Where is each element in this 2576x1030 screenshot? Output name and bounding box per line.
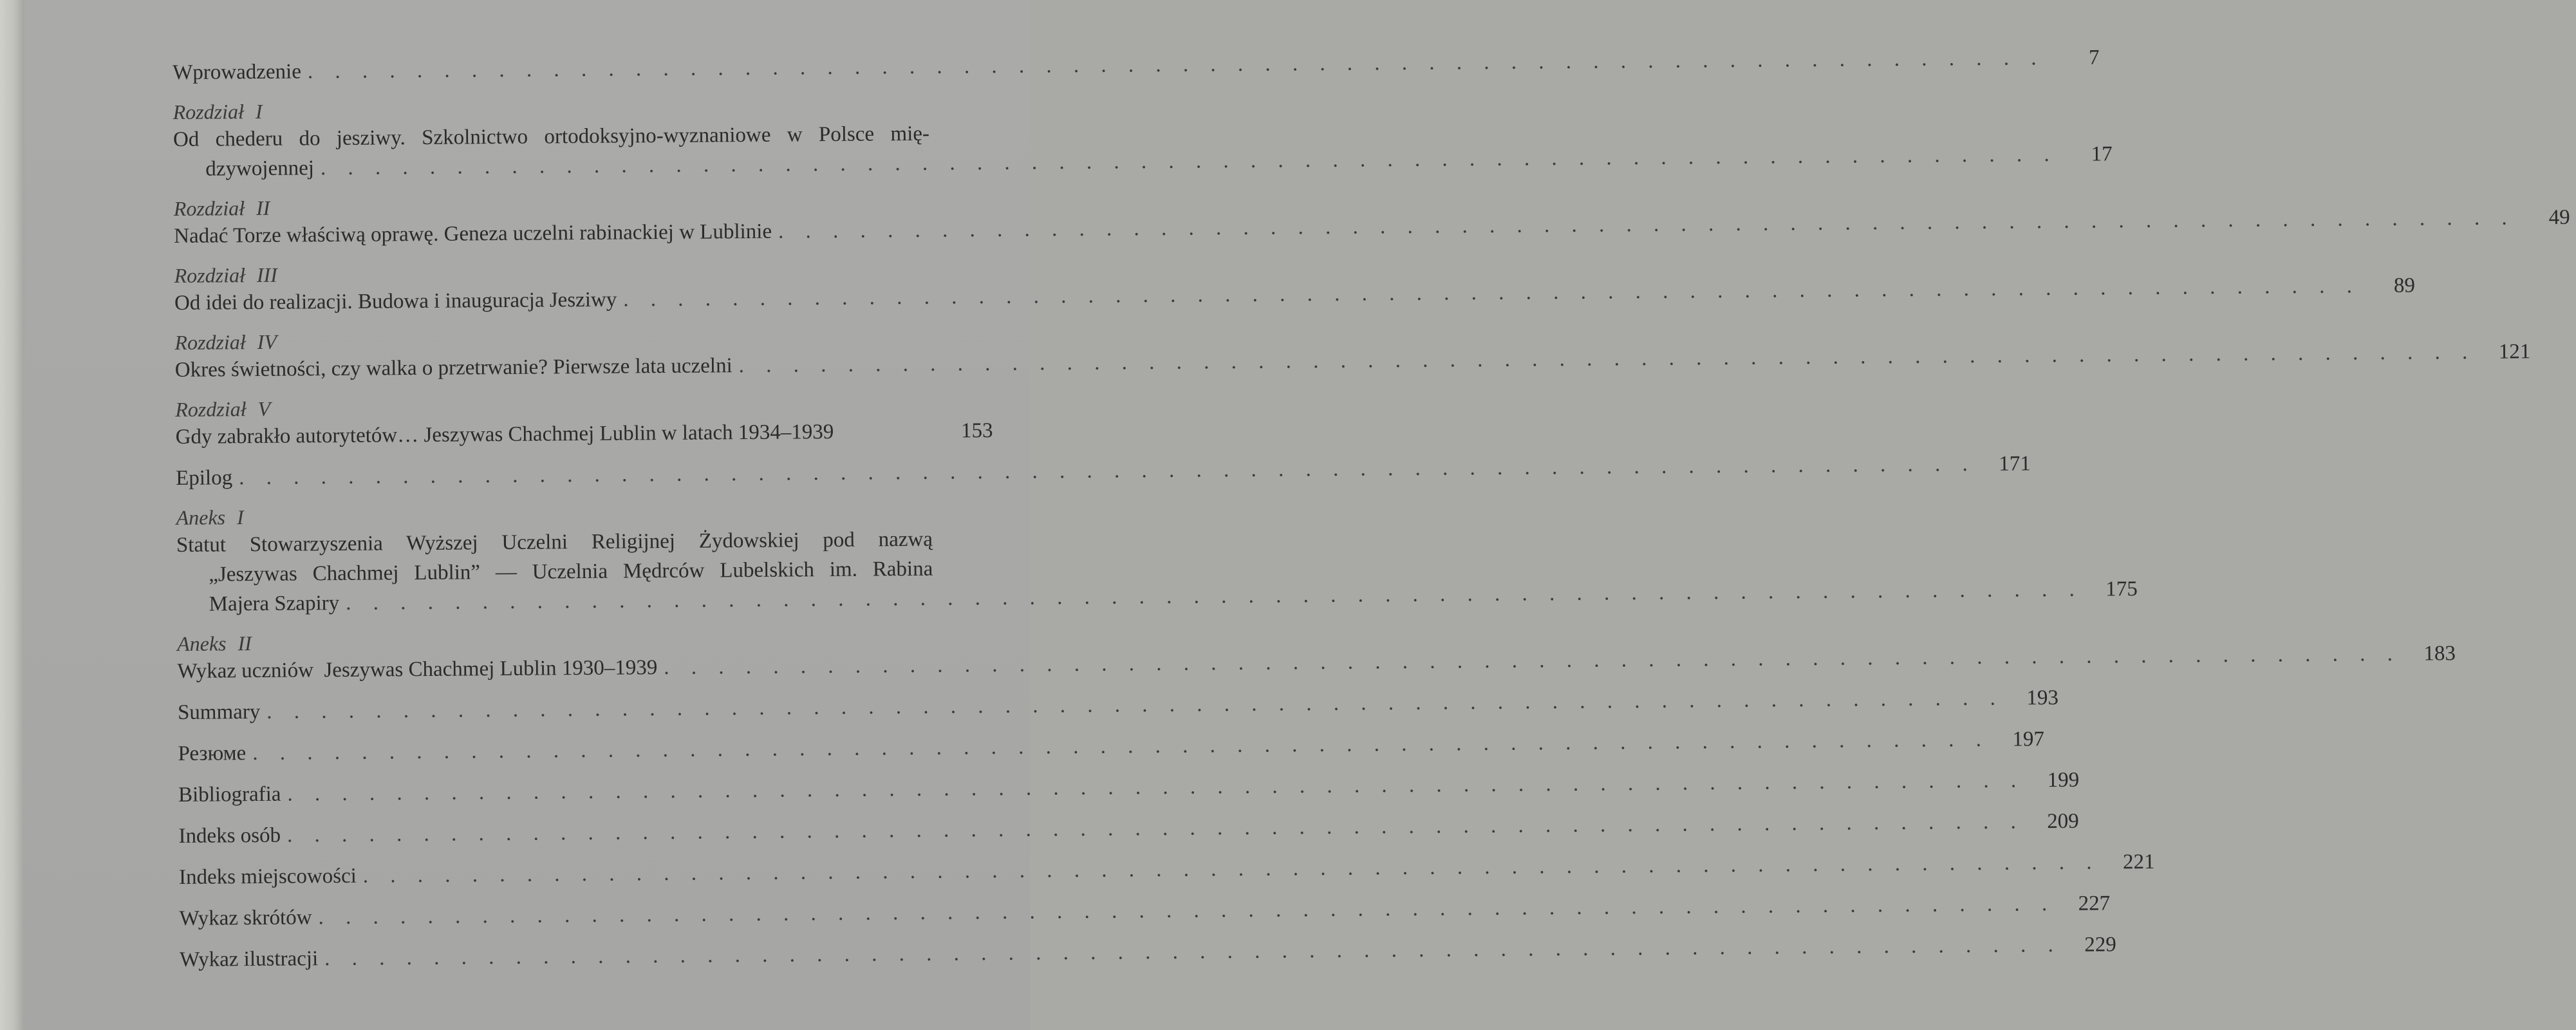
toc-entry-epilog: [175, 452, 2031, 493]
toc-line: [178, 850, 2155, 892]
toc-page-number: 197: [2012, 727, 2045, 751]
toc-title: Indeks miejscowości: [178, 864, 357, 889]
dot-leader: . . . . . . . . . . . . . . . . . . . . . . . . . . . . . . . . . . . . . . . . . . . . . . . . . . . . . . . . . . . . . . . .: [346, 577, 2083, 615]
dot-leader: . . . . . . . . . . . . . . . . . . . . . . . . . . . . . . . . . . . . . . . . . . . . . . . . . . . . . . . . . . . . . . . .: [778, 206, 2515, 243]
chapter-label: Rozdział I: [173, 99, 263, 124]
toc-entry-indeks-miejscowosci: [178, 850, 2155, 892]
toc-title: Резюме: [178, 742, 247, 765]
toc-title: Od chederu do jesziwy. Szkolnictwo ortodoksyjno-wyznaniowe w Polsce mię-: [173, 122, 930, 151]
table-of-contents: [173, 46, 2570, 998]
toc-title: Bibliografia: [178, 782, 281, 807]
toc-line: [178, 809, 2079, 851]
toc-line: [176, 577, 2138, 619]
toc-page-number: 183: [2423, 642, 2456, 666]
dot-leader: . . . . . . . . . . . . . . . . . . . . . . . . . . . . . . . . . . . . . . . . . . . . . . . . . . . . . . . . . . . . . . . .: [287, 769, 2025, 806]
toc-entry-chapter-2: [173, 189, 2570, 251]
toc-title-continued: Majera Szapiry: [209, 591, 340, 616]
toc-line: [175, 452, 2031, 493]
toc-line: [179, 933, 2116, 975]
dot-leader: . . . . . . . . . . . . . . . . . . . . . . . . . . . . . . . . . . . . . . . . . . . . . . . . . . . . . . . . . . . . . . . .: [266, 686, 2004, 724]
annex-label: Aneks I: [176, 505, 244, 529]
toc-title: Wykaz skrótów: [179, 906, 312, 930]
toc-title-continued: dzywojennej: [205, 156, 315, 181]
toc-page-number: 89: [2393, 274, 2416, 297]
toc-line: [173, 142, 2113, 184]
toc-title: Indeks osób: [178, 823, 281, 848]
toc-page-number: 193: [2026, 686, 2059, 710]
toc-title: Epilog: [175, 466, 233, 490]
toc-page-number: 199: [2047, 768, 2080, 792]
dot-leader: . . . . . . . . . . . . . . . . . . . . . . . . . . . . . . . . . . . . . . . . . . . . . . . . . . . . . . . . . . . . . . . .: [362, 850, 2100, 888]
toc-entry-wykaz-skrotow: [179, 892, 2111, 933]
toc-title: Wykaz ilustracji: [179, 947, 319, 971]
dot-leader: . . . . . . . . . . . . . . . . . . . . . . . . . . . . . . . . . . . . . . . . . . . . . . . . . . . . . . . . . . . . . . . .: [623, 274, 2361, 312]
toc-line: [179, 892, 2111, 933]
dot-leader: . . . . . . . . . . . . . . . . . . . . . . . . . . . . . . . . . . . . . . . . . . . . . . . . . . . . . . . . . . . . . . . .: [307, 46, 2045, 84]
toc-entry-chapter-1: [173, 93, 2113, 184]
toc-title: Nadać Torze właściwą oprawę. Geneza uczelni rabinackiej w Lublinie: [174, 220, 772, 248]
toc-page-number: 209: [2047, 809, 2079, 834]
dot-leader: . . . . . . . . . . . . . . . . . . . . . . . . . . . . . . . . . . . . . . . . . . . . . . . . . . . . . . . . . . . . . . . .: [252, 727, 1990, 765]
toc-entry-chapter-3: [174, 256, 2416, 318]
book-page: [24, 0, 2570, 1030]
toc-entry-indeks-osob: [178, 809, 2079, 851]
toc-entry-aneks-1: [176, 498, 2138, 619]
dot-leader: . . . . . . . . . . . . . . . . . . . . . . . . . . . . . . . . . . . . . . . . . . . . . . . . . . . . . . . . . . . . . . . .: [664, 642, 2402, 680]
toc-title: Statut Stowarzyszenia Wyższej Uczelni Religijnej Żydowskiej pod nazwą: [176, 527, 933, 557]
chapter-label: Rozdział III: [174, 263, 277, 287]
toc-page-number: 221: [2122, 850, 2155, 874]
toc-entry-aneks-2: [177, 624, 2456, 686]
dot-leader: . . . . . . . . . . . . . . . . . . . . . . . . . . . . . . . . . . . . . . . . . . . . . . . . . . . . . . . . . . . . . . . .: [238, 453, 1976, 490]
chapter-label: Rozdział V: [175, 397, 271, 421]
toc-entry-rezyume: [178, 727, 2045, 769]
toc-entry-summary: [177, 686, 2059, 727]
toc-entry-wprowadzenie: [173, 46, 2100, 88]
toc-title: Gdy zabrakło autorytetów… Jeszywas Chachmej Lublin w latach 1934–1939: [175, 420, 834, 449]
toc-page-number: 171: [1999, 452, 2031, 476]
toc-entry-wykaz-ilustracji: [179, 933, 2116, 975]
toc-entry-chapter-5: [175, 390, 993, 452]
toc-page-number: 7: [2088, 46, 2100, 70]
chapter-label: Rozdział II: [173, 196, 270, 220]
toc-page-number: 17: [2091, 142, 2113, 166]
toc-entry-bibliografia: [178, 768, 2080, 810]
toc-line: [175, 416, 993, 452]
toc-line: [178, 727, 2045, 769]
toc-title: Wprowadzenie: [173, 60, 302, 84]
toc-title: Od idei do realizacji. Budowa i inauguracja Jesziwy: [174, 288, 617, 315]
dot-leader: . . . . . . . . . . . . . . . . . . . . . . . . . . . . . . . . . . . . . . . . . . . . . . . . . . . . . . . . . . . . . . . .: [324, 933, 2062, 971]
dot-leader: . . . . . . . . . . . . . . . . . . . . . . . . . . . . . . . . . . . . . . . . . . . . . . . . . . . . . . . . . . . . . . . .: [318, 892, 2056, 930]
toc-title: Summary: [177, 700, 261, 724]
dot-leader: . . . . . . . . . . . . . . . . . . . . . . . . . . . . . . . . . . . . . . . . . . . . . . . . . . . . . . . . . . . . . . . .: [320, 143, 2058, 180]
toc-page-number: 229: [2084, 933, 2116, 957]
toc-page-number: 153: [960, 419, 993, 443]
dot-leader: . . . . . . . . . . . . . . . . . . . . . . . . . . . . . . . . . . . . . . . . . . . . . . . . . . . . . . . . . . . . . . . .: [738, 340, 2476, 378]
dot-leader: . . . . . . . . . . . . . . . . . . . . . . . . . . . . . . . . . . . . . . . . . . . . . . . . . . . . . . . . . . . . . . . .: [286, 810, 2024, 847]
page-edge: [0, 0, 24, 1030]
toc-page-number: 121: [2498, 340, 2531, 364]
toc-line: [177, 686, 2059, 727]
toc-line: [173, 46, 2100, 88]
toc-page-number: 49: [2548, 205, 2570, 230]
toc-page-number: 175: [2105, 577, 2138, 601]
toc-page-number: 227: [2078, 892, 2111, 915]
toc-entry-chapter-4: [174, 323, 2531, 385]
chapter-label: Rozdział IV: [174, 330, 277, 354]
toc-title-continued: „Jeszywas Chachmej Lublin” — Uczelnia Mędrców Lubelskich im. Rabina: [209, 557, 933, 586]
annex-label: Aneks II: [177, 632, 252, 655]
toc-title: Wykaz uczniów Jeszywas Chachmej Lublin 1930–1939: [177, 656, 658, 683]
toc-line: [178, 768, 2080, 810]
toc-title: Okres świetności, czy walka o przetrwanie? Pierwsze lata uczelni: [174, 354, 733, 382]
